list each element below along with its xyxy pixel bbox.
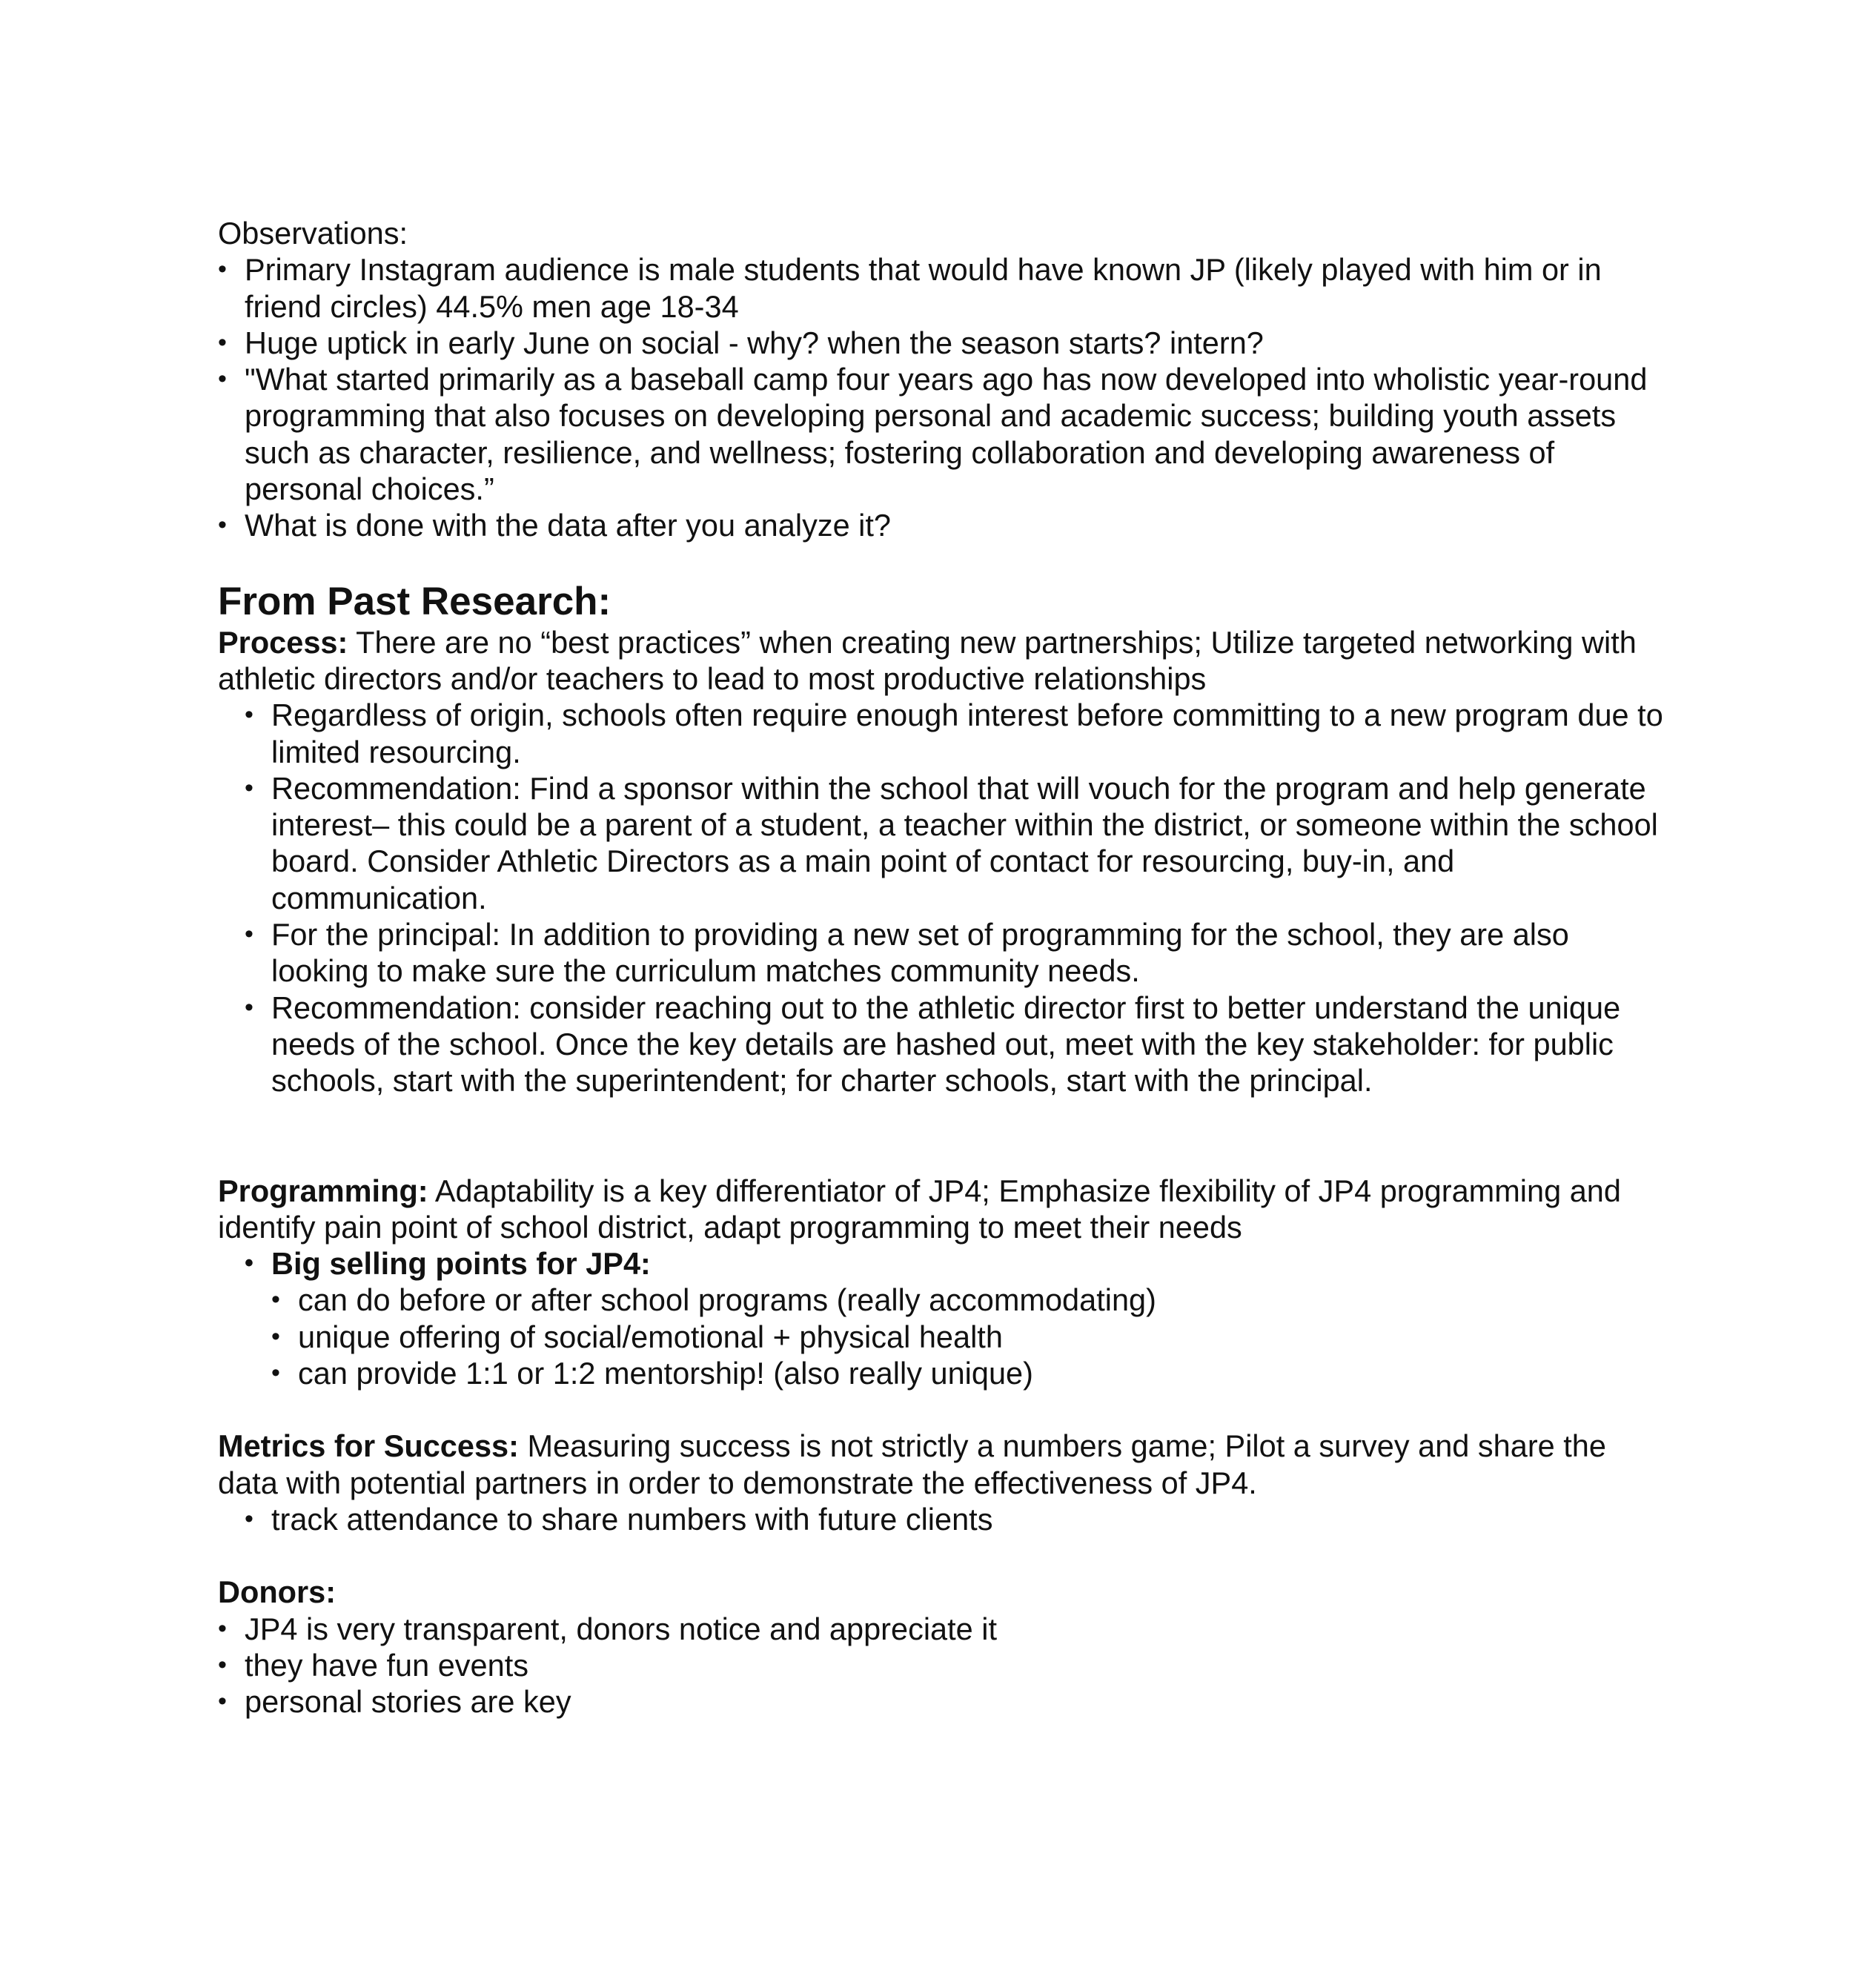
list-item: • JP4 is very transparent, donors notice and appreciate it (218, 1611, 1671, 1647)
process-label: Process: (218, 624, 348, 660)
process-text: There are no “best practices” when creating new partnerships; Utilize targeted networking with athletic directors and/or teachers to lead to most productive relationships (218, 624, 1637, 696)
programming-paragraph (218, 1173, 1671, 1246)
list-item: • unique offering of social/emotional + physical health (271, 1319, 1671, 1355)
programming-list (218, 1245, 1671, 1282)
spacer (218, 1099, 1671, 1173)
list-item: • track attendance to share numbers with future clients (245, 1501, 1671, 1537)
list-item: • Recommendation: Find a sponsor within the school that will vouch for the program and help generate interest– this could be a parent of a student, a teacher within the district, or someone within the school board. Consider Athletic Directors as a main point of contact for resourcing, buy-in, and communication. (245, 770, 1671, 916)
metrics-text: Measuring success is not strictly a numbers game; Pilot a survey and share the data with potential partners in order to demonstrate the effectiveness of JP4. (218, 1428, 1606, 1500)
spacer (218, 1537, 1671, 1574)
section-heading: From Past Research: (218, 579, 611, 623)
donors-list (218, 1611, 1671, 1720)
programming-label: Programming: (218, 1173, 428, 1208)
list-item: • "What started primarily as a baseball camp four years ago has now developed into wholistic year-round programming that also focuses on developing personal and academic success; building youth assets such as character, resilience, and wellness; fostering collaboration and developing awareness of personal choices.” (218, 361, 1671, 507)
metrics-list (218, 1501, 1671, 1537)
process-paragraph (218, 624, 1671, 698)
list-item: • Recommendation: consider reaching out to the athletic director first to better understand the unique needs of the school. Once the key details are hashed out, meet with the key stakeholder: for public schools, start with the superintendent; for charter schools, start with the principal. (245, 990, 1671, 1099)
metrics-paragraph (218, 1428, 1671, 1501)
list-item: • can provide 1:1 or 1:2 mentorship! (also really unique) (271, 1355, 1671, 1391)
list-item: • can do before or after school programs (really accommodating) (271, 1282, 1671, 1318)
selling-points-list (218, 1282, 1671, 1391)
list-item: • Primary Instagram audience is male students that would have known JP (likely played with him or in friend circles) 44.5% men age 18-34 (218, 251, 1671, 325)
list-item: • personal stories are key (218, 1683, 1671, 1720)
list-item: • What is done with the data after you analyze it? (218, 507, 1671, 543)
observations-list (218, 251, 1671, 543)
selling-points-label: • Big selling points for JP4: (245, 1245, 1671, 1282)
list-item: • they have fun events (218, 1647, 1671, 1683)
list-item: • Huge uptick in early June on social - why? when the season starts? intern? (218, 325, 1671, 361)
metrics-label: Metrics for Success: (218, 1428, 519, 1464)
programming-text: Adaptability is a key differentiator of JP4; Emphasize flexibility of JP4 programming and identify pain point of school district, adapt programming to meet their needs (218, 1173, 1621, 1245)
document-page (218, 215, 1671, 1720)
spacer (218, 1391, 1671, 1428)
observations-label: Observations: (218, 216, 408, 251)
process-list (218, 697, 1671, 1099)
list-item: • For the principal: In addition to providing a new set of programming for the school, they are also looking to make sure the curriculum matches community needs. (245, 916, 1671, 990)
list-item: • Regardless of origin, schools often require enough interest before committing to a new program due to limited resourcing. (245, 697, 1671, 770)
donors-label: Donors: (218, 1574, 337, 1610)
